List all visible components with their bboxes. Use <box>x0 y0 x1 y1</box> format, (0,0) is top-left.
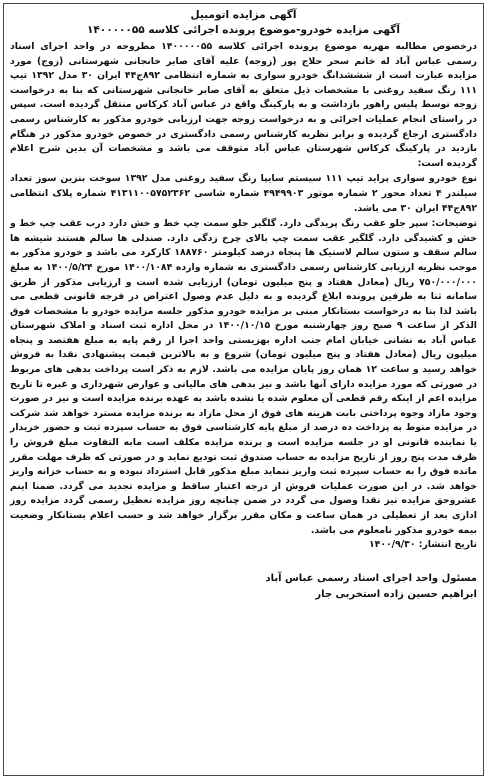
signer-name: ابراهیم حسین زاده استخربی جار <box>315 588 477 600</box>
signature-block <box>10 571 477 603</box>
publication-date: تاریخ انتشار: ۱۴۰۰/۹/۳۰ <box>368 539 477 551</box>
notice-frame <box>3 3 484 776</box>
notice-subtitle: آگهی مزایده خودرو-موضوع پرونده اجرائی کلاسه ۱۴۰۰۰۰۰۵۵ <box>86 24 400 36</box>
vehicle-spec-paragraph: نوع خودرو سواری پراید تیپ ۱۱۱ سیستم سایپا رنگ سفید روغنی مدل ۱۳۹۲ سوخت بنزین سوز تعداد سیلندر ۴ تعداد محور ۲ شماره موتور ۴۹۴۹۹۰۳ شماره شاسی ۴۱۳۱۱۰۰۵۷۵۲۳۶۲ شماره پلاک انتظامی ۸۹۲ج۴۴ ایران ۳۰ می باشد. <box>10 173 478 214</box>
case-paragraph: درخصوص مطالبه مهریه موضوع پرونده اجرائی کلاسه ۱۴۰۰۰۰۰۵۵ مطروحه در واحد اجرای اسناد رسمی عباس آباد له خانم سحر حلاج پور (زوجه) علیه آقای صابر خانجانی شهرستانی (زوج) مورد مزایده عبارت است از شششدانگ خودرو سواری به شماره انتظامی ۸۹۲ج۴۴ ایران ۳۰ مدل ۱۳۹۲ تیپ ۱۱۱ رنگ سفید روغنی با مشخصات ذیل متعلق به آقای صابر خانجانی شهرستانی که بنا به درخواست زوجه توسط پلیس راهور بازداشت و به پارکینگ واقع در عباس آباد کرکاس منتقل گردیده است. سپس در راستای انجام عملیات اجرائی و به درخواست زوجه جهت ارزیابی خودرو مذکور به کارشناس رسمی دادگستری ارجاع گردیده و برابر نظریه کارشناس رسمی دادگستری در خصوص خودرو مذکور در هنگام بازدید در پارکینگ کرکاس شهرستان عباس آباد متوقف می باشد و مشخصات آن بدین شرح اعلام گردیده است: <box>10 41 478 169</box>
notice-title: آگهی مزایده اتومبیل <box>190 9 297 21</box>
auction-terms-paragraph: توضیحات: سپر جلو عقب رنگ پریدگی دارد. گلگیر جلو سمت چپ خط و خش دارد درب عقب چپ خط و خش و کشیدگی دارد. گلگیر عقب سمت چپ بالای چرخ زدگی دارد. صندلی ها سالم هستند شیشه ها سالم سقف و ستون سالم لاستیک ها پنجاه درصد کیلومتر ۱۸۸۷۶۰ کارکرد می باشد و خودرو مذکور به موجب نظریه ارزیابی کارشناس رسمی دادگستری به شماره وارده ۱۴۰۰/۱۰۸۴ مورخ ۱۴۰۰/۵/۲۴ به مبلغ ۷۵۰/۰۰۰/۰۰۰ ریال (معادل هفتاد و پنج میلیون تومان) ارزیابی شده است و ارزیابی مذکور از طریق سامانه ثنا به طرفین پرونده ابلاغ گردیده و به دلیل عدم وصول اعتراض در فرجه قانونی قطعی می باشد لذا بنا به درخواست بستانکار مبنی بر مزایده خودرو مذکور جلسه مزایده خودرو با مشخصات فوق الذکر از ساعت ۹ صبح روز چهارشنبه مورخ ۱۴۰۰/۱۰/۱۵ در محل اداره ثبت اسناد و املاک شهرستان عباس آباد به نشانی خیابان امام جنب اداره بهزیستی واحد اجرا از رقم پایه به مبلغ هفتصد و پنجاه میلیون ریال (معادل هفتاد و پنج میلیون تومان) شروع و به بالاترین قیمت پیشنهادی نقدا به فروش خواهد رسید و ساعت ۱۲ همان روز پایان مزایده می باشد. لازم به ذکر است پرداخت بدهی های مربوط در صورتی که مورد مزایده دارای آنها باشد و نیز بدهی های مالیاتی و عوارض شهرداری و غیره تا تاریخ مزایده اعم از اینکه رقم قطعی آن معلوم شده یا نشده باشد به عهده برنده مزایده است و نیز در صورت وجود مازاد وجوه پرداختی بابت هزینه های فوق از محل مازاد به برنده مزایده مسترد خواهد شد شرکت در مزایده منوط به پرداخت ده درصد از مبلغ پایه کارشناسی فوق به حساب سپرده ثبت و حضور خریدار یا نماینده قانونی او در جلسه مزایده است و برنده مزایده مکلف است مابه التفاوت مبلغ فروش را ظرف مدت پنج روز از تاریخ مزایده به حساب صندوق ثبت تودیع نماید و در صورتی که ظرف مهلت مقرر مانده فوق را به حساب سپرده ثبت واریز ننماید مبلغ مذکور قابل استرداد نبوده و به حساب خزانه واریز خواهد شد. در این صورت عملیات فروش از درجه اعتبار ساقط و مزایده تجدید می گردد. ضمنا اینم عشروحق مزایده نیز نقدا وصول می گردد در ضمن چنانچه روز مزایده تعطیل رسمی گردد مزایده روز اداری بعد از تعطیلی در همان ساعت و مکان مقرر برگزار خواهد شد و حسب اعلام بستانکار وضعیت بیمه خودرو مذکور نامعلوم می باشد. <box>10 218 478 536</box>
notice-body <box>4 4 483 607</box>
signer-title: مسئول واحد اجرای اسناد رسمی عباس آباد <box>265 572 477 584</box>
